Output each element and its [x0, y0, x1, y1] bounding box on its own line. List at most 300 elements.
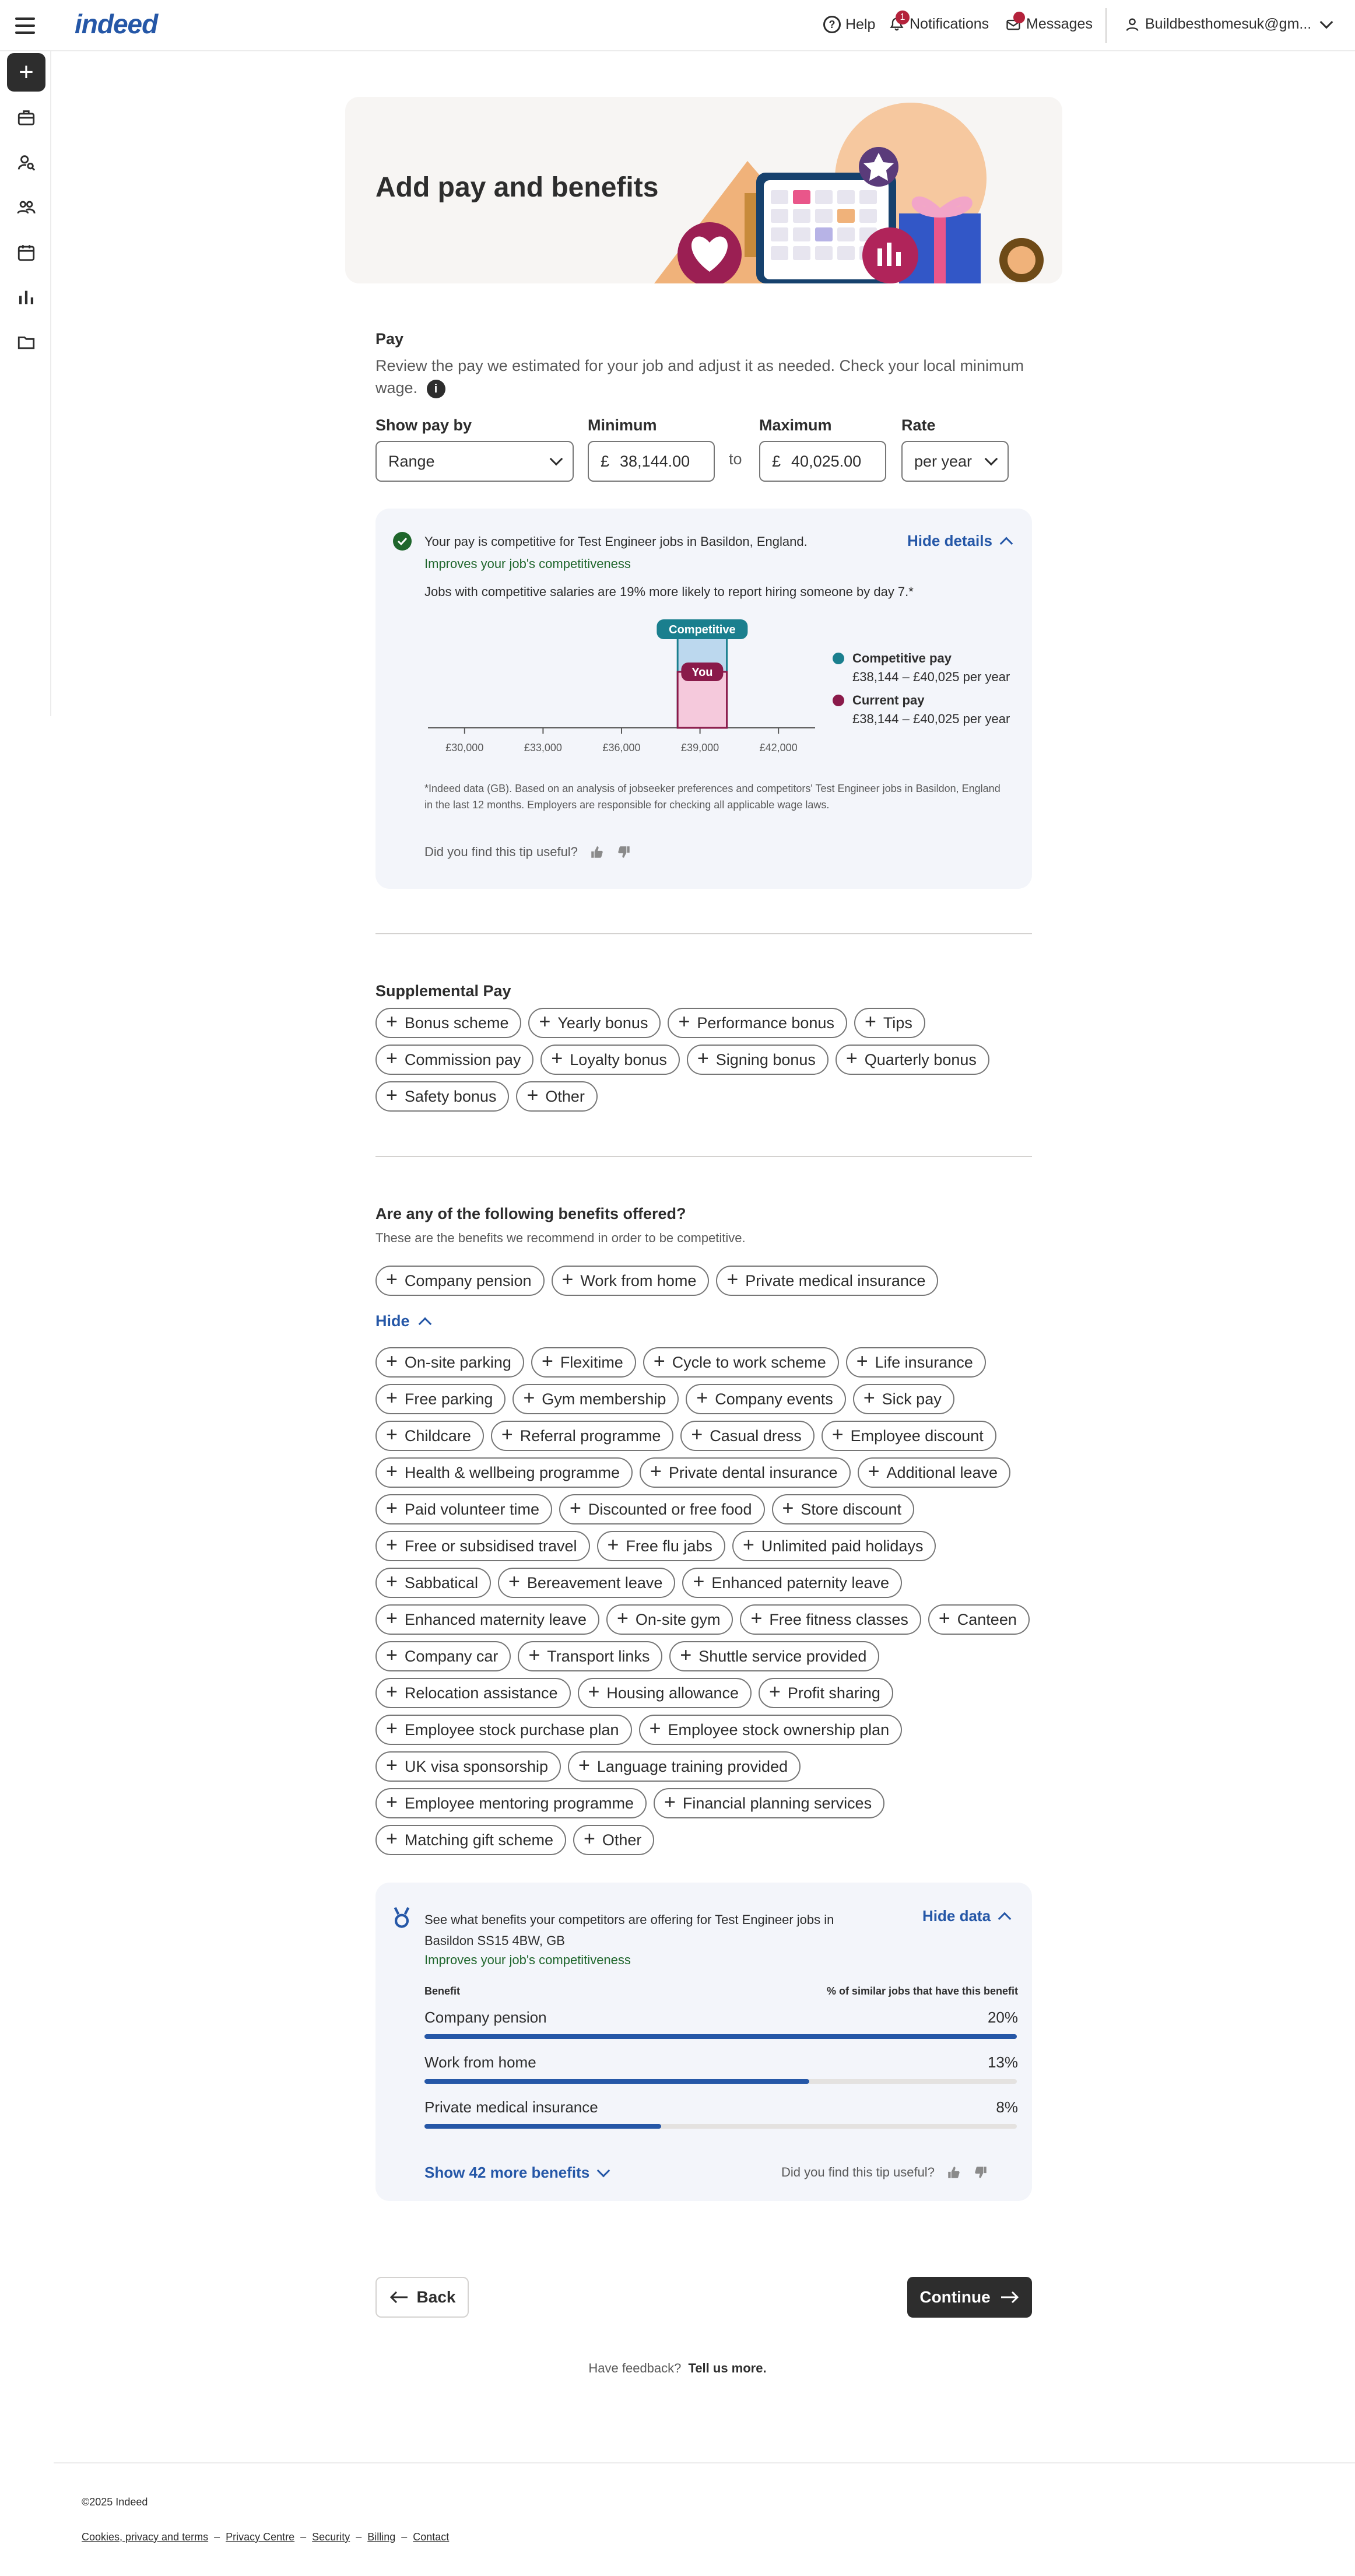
percent-column-header: % of similar jobs that have this benefit	[826, 1985, 1018, 1997]
chip-gym-membership[interactable]	[512, 1384, 679, 1414]
chip-label: Childcare	[404, 1427, 471, 1445]
plus-icon: +	[578, 1754, 590, 1776]
chip-label: Shuttle service provided	[698, 1647, 867, 1665]
chip-signing-bonus[interactable]	[687, 1045, 829, 1075]
legend-dot-competitive	[833, 653, 844, 664]
chip-discounted-or-free-food[interactable]	[559, 1494, 765, 1524]
chip-enhanced-paternity-leave[interactable]	[682, 1568, 902, 1598]
chip-label: Unlimited paid holidays	[761, 1537, 924, 1555]
chip-loyalty-bonus[interactable]	[540, 1045, 679, 1075]
chip-label: Profit sharing	[787, 1684, 880, 1702]
benefit-row-bar-track	[424, 2079, 1017, 2084]
chip-label: Paid volunteer time	[404, 1500, 539, 1518]
thumbs-up-icon[interactable]	[946, 2165, 961, 2180]
plus-icon: +	[650, 1460, 662, 1482]
chip-commission-pay[interactable]	[375, 1045, 533, 1075]
plus-icon: +	[386, 1828, 398, 1850]
feedback-link[interactable]: Tell us more.	[688, 2361, 767, 2375]
plus-icon: +	[769, 1681, 781, 1703]
maximum-label: Maximum	[759, 416, 832, 434]
top-navigation-bar	[0, 0, 1355, 51]
bell-icon	[889, 12, 905, 33]
plus-icon: +	[561, 1268, 574, 1291]
chip-label: Bereavement leave	[526, 1573, 663, 1592]
plus-icon: +	[664, 1791, 676, 1813]
minimum-pay-value: 38,144.00	[620, 452, 690, 470]
chip-sabbatical[interactable]	[375, 1568, 491, 1598]
plus-icon: +	[528, 1644, 540, 1666]
insight-feedback	[424, 844, 631, 860]
chip-employee-discount[interactable]	[822, 1421, 996, 1451]
notifications-label: Notifications	[910, 16, 989, 32]
chip-label: Housing allowance	[606, 1684, 739, 1702]
chip-cycle-to-work-scheme[interactable]	[643, 1347, 839, 1378]
plus-icon: +	[588, 1681, 600, 1703]
footer-link-security[interactable]: Security	[312, 2531, 350, 2543]
plus-icon: +	[678, 1011, 690, 1033]
chip-childcare[interactable]	[375, 1421, 484, 1451]
plus-icon: +	[386, 1607, 398, 1629]
header-divider	[1105, 8, 1107, 43]
chip-label: Store discount	[801, 1500, 901, 1518]
plus-icon: +	[697, 1047, 709, 1070]
chart-legend	[833, 651, 1010, 727]
pay-insight-panel	[375, 509, 1032, 889]
thumbs-down-icon[interactable]	[616, 844, 631, 860]
chevron-down-icon	[1320, 15, 1333, 29]
plus-icon: +	[386, 1681, 398, 1703]
footer-link-billing[interactable]: Billing	[367, 2531, 396, 2543]
help-label: Help	[845, 16, 876, 33]
chip-label: On-site parking	[404, 1353, 511, 1371]
chip-label: Company events	[715, 1390, 833, 1408]
plus-icon: +	[649, 1718, 661, 1740]
pay-description-text: Review the pay we estimated for your job and adjust it as needed. Check your local minimum wage.	[375, 357, 1024, 397]
hide-details-button[interactable]	[907, 532, 1011, 550]
show-more-label: Show 42 more benefits	[424, 2164, 590, 2181]
chip-other[interactable]	[516, 1081, 597, 1112]
chip-label: Referral programme	[519, 1427, 661, 1445]
analytics-icon[interactable]	[7, 278, 45, 317]
chip-label: Performance bonus	[697, 1014, 834, 1032]
chip-transport-links[interactable]	[518, 1641, 662, 1671]
back-button[interactable]	[375, 2277, 469, 2318]
insight-stat: Jobs with competitive salaries are 19% more likely to report hiring someone by day 7.*	[424, 584, 914, 599]
insight-footnote: *Indeed data (GB). Based on an analysis of jobseeker preferences and competitors' Test Engineer jobs in Basildon, England in the last 12 months. Employers are responsible for checking all applicable wage laws.	[424, 783, 1001, 811]
chip-label: Quarterly bonus	[864, 1050, 977, 1068]
menu-icon[interactable]	[15, 17, 35, 34]
rate-label: Rate	[901, 416, 936, 434]
currency-symbol: £	[772, 452, 781, 470]
chip-label: Employee mentoring programme	[404, 1794, 634, 1812]
chevron-up-icon	[998, 1912, 1012, 1925]
chip-free-or-subsidised-travel[interactable]	[375, 1531, 590, 1561]
chip-label: Free flu jabs	[626, 1537, 712, 1555]
plus-icon: +	[691, 1424, 703, 1446]
plus-icon: +	[693, 1571, 705, 1593]
chip-private-medical-insurance[interactable]	[716, 1266, 938, 1296]
chip-label: Other	[602, 1831, 642, 1849]
messages-link[interactable]	[1005, 16, 1093, 33]
chip-label: Commission pay	[404, 1050, 521, 1068]
chip-life-insurance[interactable]	[846, 1347, 986, 1378]
chip-employee-mentoring-programme[interactable]	[375, 1788, 647, 1818]
chip-housing-allowance[interactable]	[578, 1678, 752, 1708]
plus-icon: +	[750, 1607, 763, 1629]
plus-icon: +	[726, 1268, 739, 1291]
chip-label: Tips	[883, 1014, 912, 1032]
legend-item-current	[833, 693, 1010, 708]
plus-icon: +	[742, 1534, 754, 1556]
hide-details-label: Hide details	[907, 532, 992, 549]
plus-icon: +	[541, 1350, 553, 1372]
folder-icon[interactable]	[7, 323, 45, 362]
messages-label: Messages	[1026, 16, 1093, 32]
chart-tick-label: £33,000	[524, 742, 562, 753]
pay-range-chart	[422, 619, 830, 753]
notifications-badge: 1	[896, 10, 910, 24]
continue-button[interactable]	[907, 2277, 1032, 2318]
hide-benefits-label: Hide	[375, 1312, 410, 1330]
useful-question: Did you find this tip useful?	[781, 2165, 935, 2179]
chip-label: Discounted or free food	[588, 1500, 752, 1518]
chip-label: Work from home	[580, 1271, 697, 1289]
hero-illustration	[654, 97, 1062, 283]
pay-description	[375, 355, 1032, 399]
show-pay-by-value: Range	[388, 452, 435, 470]
more-benefits-chip-list	[375, 1347, 1032, 1855]
benefits-subtitle: These are the benefits we recommend in order to be competitive.	[375, 1231, 746, 1245]
feedback-row	[0, 2361, 1355, 2376]
minimum-label: Minimum	[588, 416, 657, 434]
plus-icon: +	[680, 1644, 692, 1666]
chip-bonus-scheme[interactable]	[375, 1008, 521, 1038]
chip-label: UK visa sponsorship	[404, 1757, 548, 1775]
chip-label: Yearly bonus	[557, 1014, 648, 1032]
chip-health-wellbeing-programme[interactable]	[375, 1457, 633, 1488]
benefit-row-bar-fill	[424, 2124, 661, 2129]
plus-icon: +	[508, 1571, 520, 1593]
calendar-icon[interactable]	[7, 233, 45, 272]
chip-label: Financial planning services	[682, 1794, 872, 1812]
footer-divider	[54, 2462, 1355, 2463]
thumbs-up-icon[interactable]	[589, 844, 605, 860]
show-pay-by-label: Show pay by	[375, 416, 472, 434]
chip-label: Safety bonus	[404, 1087, 497, 1105]
plus-icon: +	[863, 1387, 875, 1409]
chip-referral-programme[interactable]	[491, 1421, 673, 1451]
plus-icon: +	[583, 1828, 595, 1850]
plus-icon: +	[845, 1047, 858, 1070]
insight-headline: Your pay is competitive for Test Engineer jobs in Basildon, England.	[424, 534, 808, 549]
chip-store-discount[interactable]	[772, 1494, 914, 1524]
create-job-button[interactable]: +	[7, 53, 45, 92]
chip-safety-bonus[interactable]	[375, 1081, 509, 1112]
legend-range-current: £38,144 – £40,025 per year	[852, 712, 1010, 726]
plus-icon: +	[386, 1644, 398, 1666]
chip-label: Other	[545, 1087, 585, 1105]
account-menu[interactable]	[1124, 16, 1331, 33]
maximum-pay-value: 40,025.00	[791, 452, 862, 470]
benefit-row-bar-fill	[424, 2034, 1017, 2039]
benefit-row-name: Private medical insurance	[424, 2098, 598, 2116]
chip-enhanced-maternity-leave[interactable]	[375, 1604, 599, 1635]
rate-select[interactable]	[901, 441, 1009, 482]
plus-icon: +	[551, 1047, 563, 1070]
competitor-headline: See what benefits your competitors are offering for Test Engineer jobs in Basildon SS15 4BW, GB	[424, 1912, 834, 1948]
chip-label: Matching gift scheme	[404, 1831, 553, 1849]
plus-icon: +	[526, 1084, 539, 1106]
plus-icon: +	[501, 1424, 513, 1446]
feedback-prompt: Have feedback?	[588, 2361, 682, 2375]
benefit-row-name: Company pension	[424, 2009, 547, 2026]
candidates-icon[interactable]	[7, 188, 45, 227]
plus-icon: +	[386, 1084, 398, 1106]
plus-icon: +	[868, 1460, 880, 1482]
chart-tick-label: £42,000	[759, 742, 798, 753]
chip-label: Enhanced paternity leave	[711, 1573, 890, 1592]
arrow-right-icon	[1000, 2290, 1020, 2304]
plus-icon: +	[653, 1350, 665, 1372]
plus-icon: +	[386, 1534, 398, 1556]
chip-bereavement-leave[interactable]	[498, 1568, 676, 1598]
help-icon: ?	[823, 16, 841, 33]
benefit-row-bar-fill	[424, 2079, 809, 2084]
show-more-benefits-button[interactable]	[424, 2164, 608, 2182]
plus-icon: +	[864, 1011, 876, 1033]
chip-label: Canteen	[957, 1610, 1017, 1628]
chip-canteen[interactable]	[928, 1604, 1030, 1635]
chip-profit-sharing[interactable]	[759, 1678, 893, 1708]
benefit-row-bar-track	[424, 2124, 1017, 2129]
legend-name-competitive: Competitive pay	[852, 651, 952, 665]
message-icon	[1005, 16, 1021, 33]
pay-section-title: Pay	[375, 330, 404, 348]
thumbs-down-icon[interactable]	[973, 2165, 988, 2180]
chart-ticks	[445, 728, 797, 753]
benefit-column-header: Benefit	[424, 1985, 461, 1997]
competitor-feedback	[781, 2165, 988, 2180]
help-link[interactable]	[823, 16, 875, 33]
chip-language-training-provided[interactable]	[568, 1751, 801, 1782]
chip-shuttle-service-provided[interactable]	[669, 1641, 879, 1671]
chip-label: Free fitness classes	[769, 1610, 908, 1628]
chip-label: Flexitime	[560, 1353, 623, 1371]
plus-icon: +	[386, 1047, 398, 1070]
chip-label: Employee stock purchase plan	[404, 1720, 619, 1739]
maximum-pay-input[interactable]	[759, 441, 886, 482]
footer-separator: –	[214, 2531, 220, 2543]
footer-link-contact[interactable]: Contact	[413, 2531, 450, 2543]
chip-label: Cycle to work scheme	[672, 1353, 826, 1371]
chip-flexitime[interactable]	[531, 1347, 636, 1378]
chip-paid-volunteer-time[interactable]	[375, 1494, 552, 1524]
chip-label: Additional leave	[886, 1463, 998, 1481]
benefit-row-name: Work from home	[424, 2053, 536, 2071]
recommended-benefits-chip-list	[375, 1266, 1032, 1296]
plus-icon: +	[782, 1497, 794, 1519]
chip-label: Private medical insurance	[745, 1271, 926, 1289]
plus-icon: +	[386, 1350, 398, 1372]
competitive-tag: Competitive	[669, 623, 736, 636]
chip-performance-bonus[interactable]	[668, 1008, 847, 1038]
chip-tips[interactable]	[854, 1008, 925, 1038]
chip-label: Loyalty bonus	[570, 1050, 667, 1068]
chip-yearly-bonus[interactable]	[528, 1008, 661, 1038]
chevron-down-icon	[550, 453, 563, 466]
supplemental-title: Supplemental Pay	[375, 982, 511, 1000]
page-title: Add pay and benefits	[375, 172, 659, 203]
chart-bars	[657, 619, 747, 728]
chip-label: Private dental insurance	[668, 1463, 838, 1481]
messages-badge-dot	[1013, 12, 1025, 23]
check-circle-icon	[393, 532, 412, 551]
chip-on-site-parking[interactable]	[375, 1347, 524, 1378]
chip-other[interactable]	[573, 1825, 654, 1855]
benefit-row-percent: 13%	[987, 2053, 1018, 2071]
plus-icon: +	[386, 1268, 398, 1291]
back-label: Back	[416, 2288, 456, 2306]
chip-free-fitness-classes[interactable]	[740, 1604, 921, 1635]
useful-question: Did you find this tip useful?	[424, 844, 578, 859]
benefit-row-percent: 8%	[996, 2098, 1018, 2116]
arrow-left-icon	[389, 2290, 409, 2304]
chip-company-car[interactable]	[375, 1641, 511, 1671]
chart-tick-label: £30,000	[445, 742, 484, 753]
chip-work-from-home[interactable]	[552, 1266, 710, 1296]
hide-data-button[interactable]	[922, 1907, 1009, 1925]
currency-symbol: £	[601, 452, 610, 470]
chip-label: Employee discount	[850, 1427, 984, 1445]
info-icon[interactable]: i	[427, 380, 445, 398]
plus-icon: +	[386, 1460, 398, 1482]
chip-free-parking[interactable]	[375, 1384, 506, 1414]
chip-label: Bonus scheme	[404, 1014, 509, 1032]
plus-icon: +	[696, 1387, 708, 1409]
legend-dot-current	[833, 695, 844, 706]
chip-employee-stock-purchase-plan[interactable]	[375, 1715, 632, 1745]
chip-employee-stock-ownership-plan[interactable]	[639, 1715, 903, 1745]
plus-icon: +	[523, 1387, 535, 1409]
plus-icon: +	[386, 1791, 398, 1813]
chevron-up-icon	[418, 1317, 431, 1330]
chip-on-site-gym[interactable]	[606, 1604, 733, 1635]
chip-casual-dress[interactable]	[680, 1421, 814, 1451]
footer-links	[82, 2531, 449, 2543]
chevron-up-icon	[1000, 537, 1013, 550]
benefit-row-percent: 20%	[987, 2009, 1018, 2026]
section-divider	[375, 1156, 1032, 1157]
indeed-logo[interactable]: indeed	[75, 9, 158, 39]
chip-uk-visa-sponsorship[interactable]	[375, 1751, 561, 1782]
legend-range-competitive: £38,144 – £40,025 per year	[852, 670, 1010, 684]
plus-icon: +	[386, 1011, 398, 1033]
notifications-link[interactable]	[889, 12, 989, 33]
chip-relocation-assistance[interactable]	[375, 1678, 571, 1708]
plus-icon: +	[386, 1424, 398, 1446]
minimum-pay-input[interactable]	[588, 441, 715, 482]
hide-benefits-toggle[interactable]	[375, 1312, 430, 1330]
chip-label: Relocation assistance	[404, 1684, 558, 1702]
plus-icon: +	[386, 1497, 398, 1519]
chip-additional-leave[interactable]	[858, 1457, 1011, 1488]
plus-icon: +	[856, 1350, 868, 1372]
chip-label: On-site gym	[635, 1610, 721, 1628]
chevron-down-icon	[597, 2164, 610, 2177]
footer-link-privacy-centre[interactable]: Privacy Centre	[226, 2531, 295, 2543]
chip-company-pension[interactable]	[375, 1266, 545, 1296]
benefit-row-bar-track	[424, 2034, 1017, 2039]
plus-icon: +	[607, 1534, 619, 1556]
chip-label: Gym membership	[542, 1390, 666, 1408]
chip-quarterly-bonus[interactable]	[836, 1045, 989, 1075]
supplemental-chip-list	[375, 1008, 1032, 1112]
chart-tick-label: £36,000	[602, 742, 641, 753]
chip-label: Company pension	[404, 1271, 532, 1289]
plus-icon: +	[386, 1571, 398, 1593]
chip-label: Company car	[404, 1647, 499, 1665]
candidate-search-icon[interactable]	[7, 143, 45, 182]
chip-label: Signing bonus	[715, 1050, 816, 1068]
chip-label: Free or subsidised travel	[404, 1537, 577, 1555]
copyright: ©2025 Indeed	[82, 2496, 148, 2508]
plus-icon: +	[569, 1497, 581, 1519]
legend-item-competitive	[833, 651, 1010, 666]
chip-label: Life insurance	[875, 1353, 973, 1371]
user-icon	[1124, 16, 1140, 33]
chip-label: Employee stock ownership plan	[668, 1720, 890, 1739]
ribbon-medal-icon	[392, 1906, 412, 1929]
chevron-down-icon	[985, 453, 998, 466]
chip-label: Health & wellbeing programme	[404, 1463, 620, 1481]
chip-financial-planning-services[interactable]	[654, 1788, 884, 1818]
chip-free-flu-jabs[interactable]	[597, 1531, 725, 1561]
hide-data-label: Hide data	[922, 1907, 991, 1925]
chip-unlimited-paid-holidays[interactable]	[732, 1531, 936, 1561]
you-tag: You	[691, 666, 713, 679]
left-sidebar	[0, 51, 51, 716]
insight-improves: Improves your job's competitiveness	[424, 556, 631, 571]
account-label: Buildbesthomesuk@gm...	[1145, 16, 1312, 32]
chip-label: Transport links	[547, 1647, 650, 1665]
chart-tick-label: £39,000	[681, 742, 719, 753]
chip-label: Casual dress	[710, 1427, 802, 1445]
section-divider	[375, 933, 1032, 934]
footer-separator: –	[300, 2531, 307, 2543]
chip-private-dental-insurance[interactable]	[640, 1457, 851, 1488]
chip-company-events[interactable]	[686, 1384, 845, 1414]
footer-separator: –	[401, 2531, 408, 2543]
footer-link-cookies-privacy-and-terms[interactable]: Cookies, privacy and terms	[82, 2531, 209, 2543]
plus-icon: +	[386, 1387, 398, 1409]
legend-name-current: Current pay	[852, 693, 925, 707]
chip-matching-gift-scheme[interactable]	[375, 1825, 566, 1855]
range-to-label: to	[729, 450, 742, 468]
plus-icon: +	[386, 1718, 398, 1740]
plus-icon: +	[386, 1754, 398, 1776]
show-pay-by-select[interactable]	[375, 441, 574, 482]
plus-icon: +	[539, 1011, 551, 1033]
chip-sick-pay[interactable]	[853, 1384, 954, 1414]
jobs-icon[interactable]	[7, 99, 45, 137]
chip-label: Sabbatical	[404, 1573, 478, 1592]
footer-separator: –	[356, 2531, 362, 2543]
benefits-title: Are any of the following benefits offered?	[375, 1205, 686, 1222]
continue-label: Continue	[919, 2288, 991, 2306]
hero-banner	[345, 97, 1062, 283]
competitor-improves: Improves your job's competitiveness	[424, 1953, 631, 1967]
chip-label: Free parking	[404, 1390, 493, 1408]
